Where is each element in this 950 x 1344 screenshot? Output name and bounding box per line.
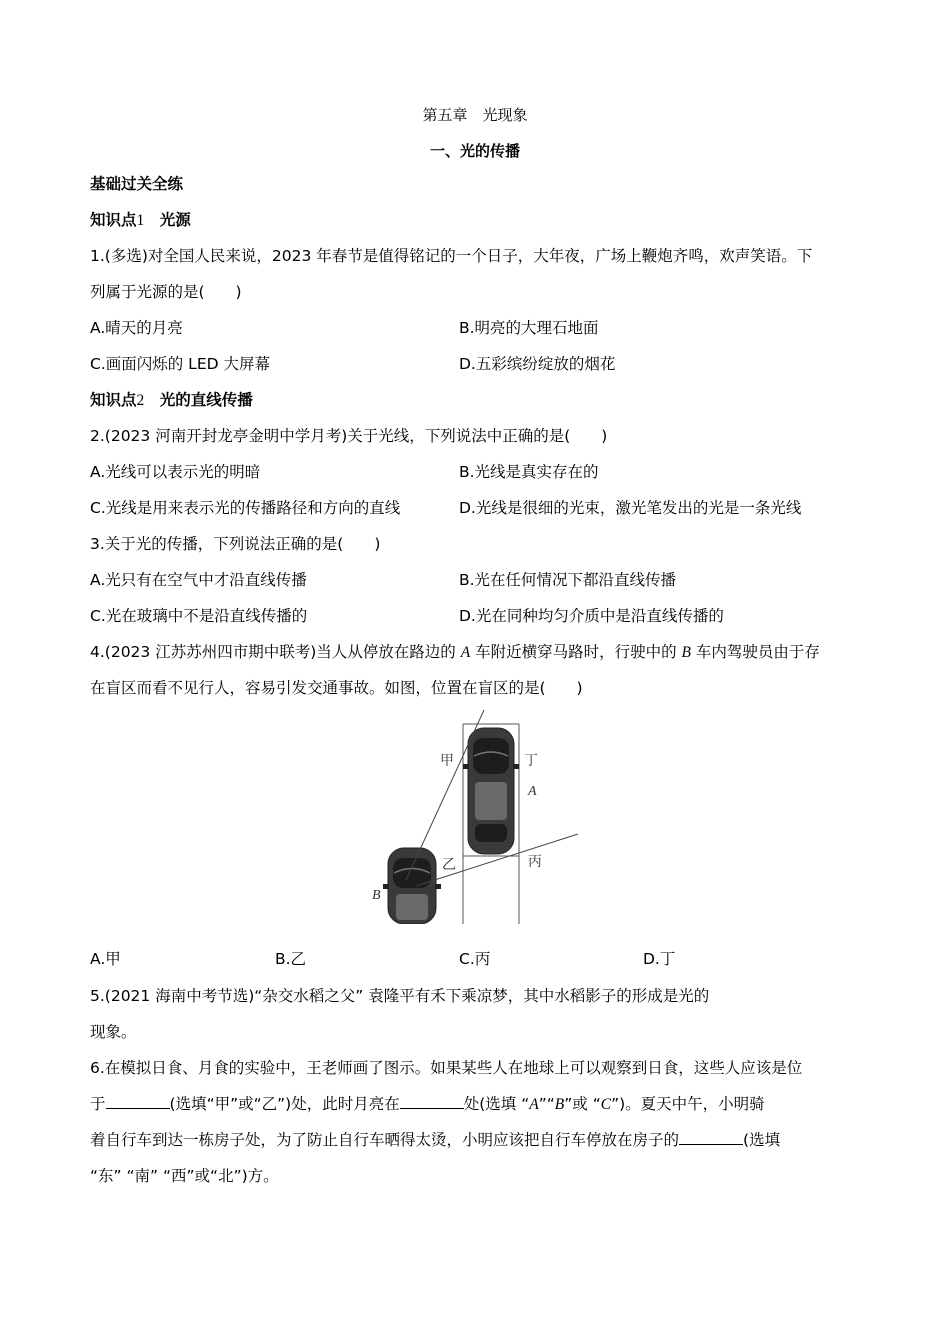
- q1-line1: 1.(多选)对全国人民来说，2023 年春节是值得铭记的一个日子，大年夜，广场上鞭炮齐鸣，欢声笑语。下: [90, 247, 813, 265]
- q6-option-c-letter: C: [600, 1096, 612, 1113]
- q4-line2: 在盲区而看不见行人，容易引发交通事故。如图，位置在盲区的是( ): [90, 679, 583, 697]
- knowledge-point-1: [90, 210, 191, 231]
- q4-text-1: 4.(2023 江苏苏州四市期中联考)当人从停放在路边的: [90, 643, 461, 661]
- q6-blank-3[interactable]: [679, 1130, 743, 1145]
- q6-option-a-letter: A: [529, 1096, 539, 1113]
- q6-blank-2[interactable]: [400, 1094, 464, 1109]
- q6-text-5: ”或 “: [564, 1095, 601, 1113]
- label-ding: 丁: [524, 753, 538, 769]
- q6-line2: [90, 1094, 765, 1115]
- q4-line1: [90, 642, 820, 663]
- label-a: A: [528, 784, 537, 799]
- q3-option-a: A.光只有在空气中才沿直线传播: [90, 571, 307, 589]
- q6-text-8: (选填: [743, 1131, 781, 1149]
- q2-option-c: C.光线是用来表示光的传播路径和方向的直线: [90, 499, 401, 517]
- q3-option-d: D.光在同种均匀介质中是沿直线传播的: [459, 607, 724, 625]
- label-yi: 乙: [442, 857, 456, 873]
- q1-option-c: C.画面闪烁的 LED 大屏幕: [90, 355, 270, 373]
- kp2-title: 光的直线传播: [159, 391, 253, 409]
- label-b: B: [372, 888, 381, 903]
- q4-option-b: B.乙: [275, 950, 307, 968]
- q4-text-3: 车内驾驶员由于存: [690, 643, 820, 661]
- q6-blank-1[interactable]: [106, 1094, 170, 1109]
- q6-line3: [90, 1130, 780, 1150]
- q2-option-d: D.光线是很细的光束，激光笔发出的光是一条光线: [459, 499, 802, 517]
- q4-option-a: A.甲: [90, 950, 121, 968]
- blind-spot-diagram: [366, 708, 582, 924]
- kp1-label: 知识点: [90, 211, 137, 229]
- q6-line1: 6.在模拟日食、月食的实验中，王老师画了图示。如果某些人在地球上可以观察到日食，这些人应该是位: [90, 1059, 803, 1077]
- section-title: 一、光的传播: [429, 142, 520, 160]
- q1-option-d: D.五彩缤纷绽放的烟花: [459, 355, 616, 373]
- q4-option-d: D.丁: [643, 950, 676, 968]
- q1-option-b: B.明亮的大理石地面: [459, 319, 599, 337]
- q2-option-a: A.光线可以表示光的明暗: [90, 463, 261, 481]
- q1-line2: 列属于光源的是( ): [90, 283, 242, 301]
- q3-line1: 3.关于光的传播，下列说法正确的是( ): [90, 535, 381, 553]
- q6-text-6: ”)。夏天中午，小明骑: [611, 1095, 765, 1113]
- kp1-num: 1: [136, 212, 145, 229]
- q4-car-a: A: [460, 644, 471, 661]
- kp1-title: 光源: [159, 211, 191, 229]
- q5-line2: 现象。: [90, 1023, 137, 1041]
- q3-option-c: C.光在玻璃中不是沿直线传播的: [90, 607, 308, 625]
- q6-text-3: 处(选填 “: [463, 1095, 530, 1113]
- q2-line1: 2.(2023 河南开封龙亭金明中学月考)关于光线，下列说法中正确的是( ): [90, 427, 608, 445]
- q6-line4: “东” “南” “西”或“北”)方。: [90, 1167, 279, 1185]
- q6-text-2: (选填“甲”或“乙”)处，此时月亮在: [169, 1095, 400, 1113]
- label-jia: 甲: [440, 753, 454, 769]
- q4-car-b: B: [681, 644, 691, 661]
- label-bing: 丙: [528, 854, 542, 870]
- q6-text-7: 着自行车到达一栋房子处，为了防止自行车晒得太烫，小明应该把自行车停放在房子的: [90, 1131, 680, 1149]
- knowledge-point-2: [90, 390, 253, 411]
- q4-text-2: 车附近横穿马路时，行驶中的: [470, 643, 682, 661]
- kp2-num: 2: [136, 392, 145, 409]
- q1-option-a: A.晴天的月亮: [90, 319, 183, 337]
- q5-line1: 5.(2021 海南中考节选)“杂交水稻之父” 袁隆平有禾下乘凉梦，其中水稻影子的形成是光的: [90, 987, 710, 1005]
- q6-option-b-letter: B: [554, 1096, 565, 1113]
- car-b: [383, 848, 441, 924]
- q3-option-b: B.光在任何情况下都沿直线传播: [459, 571, 677, 589]
- q4-option-c: C.丙: [459, 950, 491, 968]
- blind-spot-figure: [366, 708, 582, 924]
- kp2-label: 知识点: [90, 391, 137, 409]
- practice-heading: 基础过关全练: [90, 175, 184, 193]
- q2-option-b: B.光线是真实存在的: [459, 463, 599, 481]
- q6-text-4: ”“: [538, 1095, 555, 1113]
- car-a: [463, 728, 519, 854]
- chapter-title: 第五章 光现象: [422, 106, 528, 124]
- q6-text-1: 于: [90, 1095, 106, 1113]
